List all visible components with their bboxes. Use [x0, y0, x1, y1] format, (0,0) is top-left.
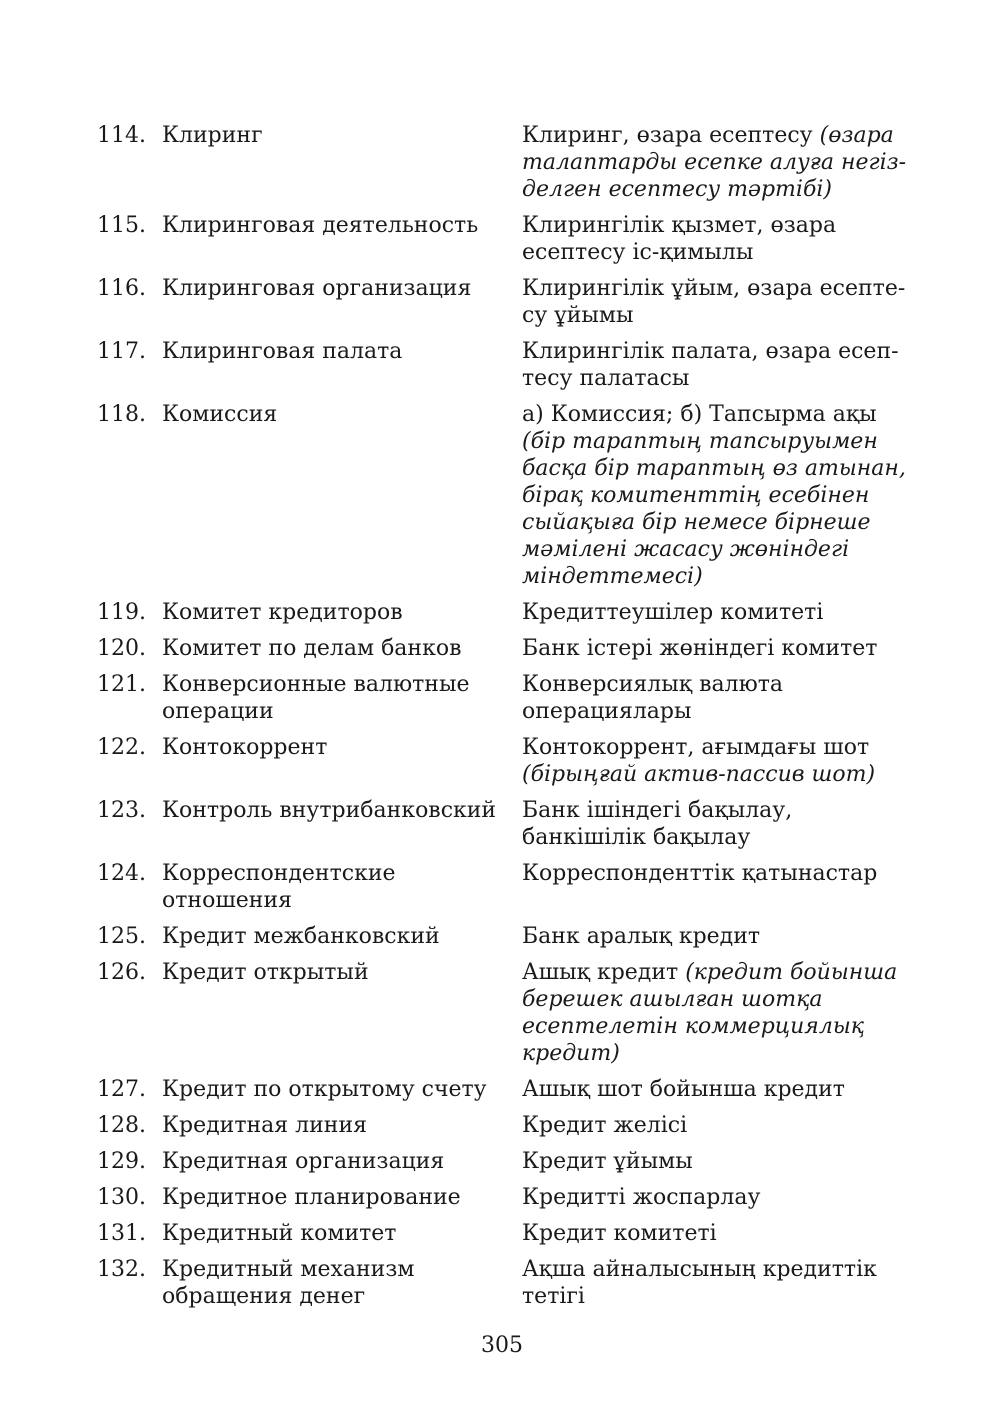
- entry-term-russian: Комиссия: [162, 402, 278, 427]
- entry-number: 127.: [97, 1077, 146, 1102]
- translation-note: (кредит бойынша берешек ашылған шотқа есептелетін коммерциялық кредит): [522, 960, 898, 1066]
- translation-text: Банк ішіндегі бақылау, банкішілік бақылау: [522, 798, 793, 850]
- entry-translation-kazakh: [522, 734, 912, 788]
- entry-term-russian: Комитет кредиторов: [162, 600, 403, 625]
- glossary-entry: [97, 275, 912, 329]
- entry-translation-kazakh: [522, 1076, 912, 1103]
- entry-translation-kazakh: [522, 275, 912, 329]
- entry-translation-kazakh: [522, 1220, 912, 1247]
- glossary-list: [97, 122, 912, 1319]
- entry-term-russian: Кредитный комитет: [162, 1221, 397, 1246]
- glossary-entry: [97, 212, 912, 266]
- entry-translation-kazakh: [522, 671, 912, 725]
- entry-number: 121.: [97, 672, 146, 697]
- translation-text: Кредит желісі: [522, 1113, 688, 1138]
- entry-number: 117.: [97, 339, 146, 364]
- entry-translation-kazakh: [522, 1112, 912, 1139]
- translation-text: Кредиттеушілер комитеті: [522, 600, 824, 625]
- entry-number: 130.: [97, 1185, 146, 1210]
- glossary-entry: [97, 338, 912, 392]
- entry-term-russian: Кредитная организация: [162, 1149, 445, 1174]
- translation-note: (бір тараптың тапсыруымен басқа бір тараптың өз атынан, бірақ комитенттің есебінен сыйақыға бір немесе бірнеше мәмілені жасасу жөніндегі міндеттемесі): [522, 429, 906, 589]
- entry-number: 126.: [97, 960, 146, 985]
- translation-text: Кредит ұйымы: [522, 1149, 693, 1174]
- glossary-entry: [97, 860, 912, 914]
- translation-text: Ашық шот бойынша кредит: [522, 1077, 845, 1102]
- entry-term-russian: Конверсионные валютные операции: [162, 672, 470, 724]
- entry-number: 128.: [97, 1113, 146, 1138]
- entry-number: 129.: [97, 1149, 146, 1174]
- page-number: 305: [481, 1333, 523, 1358]
- entry-translation-kazakh: [522, 1256, 912, 1310]
- entry-number: 124.: [97, 861, 146, 886]
- entry-term-russian: Клиринговая деятельность: [162, 213, 479, 238]
- entry-translation-kazakh: [522, 635, 912, 662]
- translation-text: Ашық кредит: [522, 960, 686, 985]
- glossary-entry: [97, 122, 912, 203]
- translation-text: Корреспонденттік қатынастар: [522, 861, 878, 886]
- entry-number: 118.: [97, 402, 146, 427]
- glossary-entry: [97, 1148, 912, 1175]
- glossary-entry: [97, 959, 912, 1067]
- translation-note: (бірыңғай актив-пассив шот): [522, 762, 876, 787]
- entry-term-russian: Корреспондентские отношения: [162, 861, 396, 913]
- entry-number: 131.: [97, 1221, 146, 1246]
- entry-number: 132.: [97, 1257, 146, 1282]
- glossary-entry: [97, 599, 912, 626]
- entry-term-russian: Кредитный механизм обращения денег: [162, 1257, 415, 1309]
- entry-term-russian: Кредитная линия: [162, 1113, 368, 1138]
- translation-text: Клирингілік палата, өзара есептесу палатасы: [522, 339, 899, 391]
- entry-term-russian: Клиринговая организация: [162, 276, 472, 301]
- glossary-entry: [97, 401, 912, 590]
- entry-number: 119.: [97, 600, 146, 625]
- translation-text: Клирингілік ұйым, өзара есептесу ұйымы: [522, 276, 906, 328]
- translation-text: Клиринг, өзара есептесу: [522, 123, 820, 148]
- translation-text: Контокоррент, ағымдағы шот: [522, 735, 870, 760]
- entry-term-russian: Клиринговая палата: [162, 339, 403, 364]
- glossary-entry: [97, 635, 912, 662]
- entry-term-russian: Контроль внутрибанковский: [162, 798, 497, 823]
- glossary-entry: [97, 1076, 912, 1103]
- translation-text: Конверсиялық валюта операциялары: [522, 672, 784, 724]
- translation-text: Клирингілік қызмет, өзара есептесу іс-қимылы: [522, 213, 837, 265]
- entry-translation-kazakh: [522, 1148, 912, 1175]
- entry-translation-kazakh: [522, 959, 912, 1067]
- translation-text: а) Комиссия; б) Тапсырма ақы: [522, 402, 877, 427]
- entry-term-russian: Клиринг: [162, 123, 263, 148]
- entry-number: 114.: [97, 123, 146, 148]
- translation-note: (өзара талаптарды есепке алуға негізделген есептесу тәртібі): [522, 123, 907, 202]
- entry-term-russian: Кредит по открытому счету: [162, 1077, 487, 1102]
- glossary-entry: [97, 734, 912, 788]
- entry-translation-kazakh: [522, 797, 912, 851]
- translation-text: Банк істері жөніндегі комитет: [522, 636, 878, 661]
- entry-number: 120.: [97, 636, 146, 661]
- glossary-entry: [97, 1184, 912, 1211]
- entry-translation-kazakh: [522, 212, 912, 266]
- entry-number: 125.: [97, 924, 146, 949]
- translation-text: Кредит комитеті: [522, 1221, 717, 1246]
- entry-translation-kazakh: [522, 923, 912, 950]
- entry-number: 115.: [97, 213, 146, 238]
- entry-number: 116.: [97, 276, 146, 301]
- entry-number: 122.: [97, 735, 146, 760]
- entry-translation-kazakh: [522, 401, 912, 590]
- entry-translation-kazakh: [522, 599, 912, 626]
- entry-term-russian: Контокоррент: [162, 735, 328, 760]
- translation-text: Ақша айналысының кредиттік тетігі: [522, 1257, 877, 1309]
- entry-number: 123.: [97, 798, 146, 823]
- entry-term-russian: Кредитное планирование: [162, 1185, 461, 1210]
- glossary-entry: [97, 1112, 912, 1139]
- glossary-entry: [97, 923, 912, 950]
- entry-translation-kazakh: [522, 122, 912, 203]
- entry-term-russian: Кредит открытый: [162, 960, 369, 985]
- glossary-entry: [97, 671, 912, 725]
- entry-term-russian: Кредит межбанковский: [162, 924, 440, 949]
- translation-text: Кредитті жоспарлау: [522, 1185, 761, 1210]
- entry-translation-kazakh: [522, 1184, 912, 1211]
- translation-text: Банк аралық кредит: [522, 924, 761, 949]
- glossary-entry: [97, 797, 912, 851]
- glossary-entry: [97, 1220, 912, 1247]
- entry-term-russian: Комитет по делам банков: [162, 636, 462, 661]
- entry-translation-kazakh: [522, 338, 912, 392]
- entry-translation-kazakh: [522, 860, 912, 887]
- glossary-entry: [97, 1256, 912, 1310]
